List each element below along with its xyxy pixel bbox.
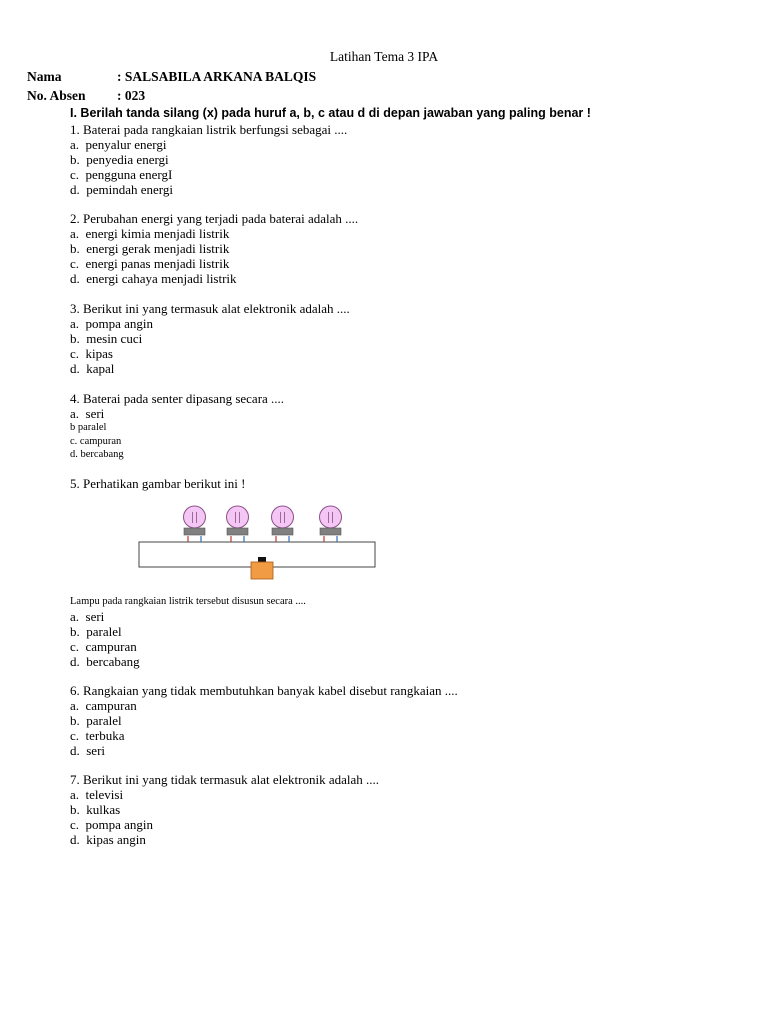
option-b: b. mesin cuci	[70, 331, 143, 346]
option-d: d. kipas angin	[70, 832, 146, 847]
document-title: Latihan Tema 3 IPA	[329, 49, 439, 64]
battery-icon	[251, 557, 273, 579]
option-d: d. bercabang	[70, 449, 124, 460]
option-a: a. televisi	[70, 787, 124, 802]
option-d: d. pemindah energi	[70, 182, 174, 197]
option-b: b. energi gerak menjadi listrik	[70, 241, 230, 256]
option-a: a. energi kimia menjadi listrik	[70, 226, 230, 241]
option-b: b paralel	[70, 422, 107, 433]
question-5	[70, 476, 245, 491]
question-6	[70, 683, 458, 758]
bulb-4	[320, 506, 342, 542]
option-d: d. kapal	[70, 361, 115, 376]
bulb-3	[272, 506, 294, 542]
question-5-options	[70, 595, 306, 669]
option-d: d. bercabang	[70, 653, 140, 669]
option-a: a. seri	[70, 406, 105, 421]
absen-value: : 023	[117, 88, 146, 103]
question-text: 4. Baterai pada senter dipasang secara ....	[70, 391, 285, 406]
option-c: c. kipas	[70, 346, 113, 361]
option-a: a. pompa angin	[70, 316, 154, 331]
option-c: c. energi panas menjadi listrik	[70, 256, 230, 271]
sub-question-text: Lampu pada rangkaian listrik tersebut disusun secara ....	[70, 596, 306, 607]
name-value: : SALSABILA ARKANA BALQIS	[117, 69, 317, 84]
question-1	[70, 122, 347, 197]
option-c: c. pompa angin	[70, 817, 154, 832]
bulb-1	[184, 506, 206, 542]
question-4	[70, 391, 284, 462]
bulb-2	[227, 506, 249, 542]
question-text: 2. Perubahan energi yang terjadi pada baterai adalah ....	[70, 211, 359, 226]
option-d: d. seri	[70, 743, 106, 758]
question-text: 3. Berikut ini yang termasuk alat elektronik adalah ....	[70, 301, 350, 316]
question-text: 6. Rangkaian yang tidak membutuhkan banyak kabel disebut rangkaian ....	[70, 683, 458, 698]
option-b: b. paralel	[70, 713, 122, 728]
absen-row	[27, 88, 145, 104]
parallel-circuit-diagram	[136, 498, 380, 586]
question-text: 5. Perhatikan gambar berikut ini !	[70, 476, 246, 491]
absen-label: No. Absen	[27, 88, 86, 103]
option-c: c. campuran	[70, 638, 137, 654]
option-c: c. terbuka	[70, 728, 125, 743]
option-c: c. pengguna energI	[70, 167, 173, 182]
option-a: a. campuran	[70, 698, 137, 713]
option-b: b. paralel	[70, 623, 122, 639]
option-c: c. campuran	[70, 435, 122, 447]
option-a: a. penyalur energi	[70, 137, 167, 152]
option-a: a. seri	[70, 608, 105, 624]
question-text: 1. Baterai pada rangkaian listrik berfungsi sebagai ....	[70, 122, 348, 137]
name-row	[27, 69, 316, 85]
question-3	[70, 301, 350, 376]
option-b: b. penyedia energi	[70, 152, 169, 167]
question-7	[70, 772, 379, 847]
instruction-text: I. Berilah tanda silang (x) pada huruf a, b, c atau d di depan jawaban yang paling benar !	[70, 106, 591, 120]
name-label: Nama	[27, 69, 62, 84]
question-text: 7. Berikut ini yang tidak termasuk alat elektronik adalah ....	[70, 772, 380, 787]
option-b: b. kulkas	[70, 802, 121, 817]
option-d: d. energi cahaya menjadi listrik	[70, 271, 237, 286]
question-2	[70, 211, 358, 286]
